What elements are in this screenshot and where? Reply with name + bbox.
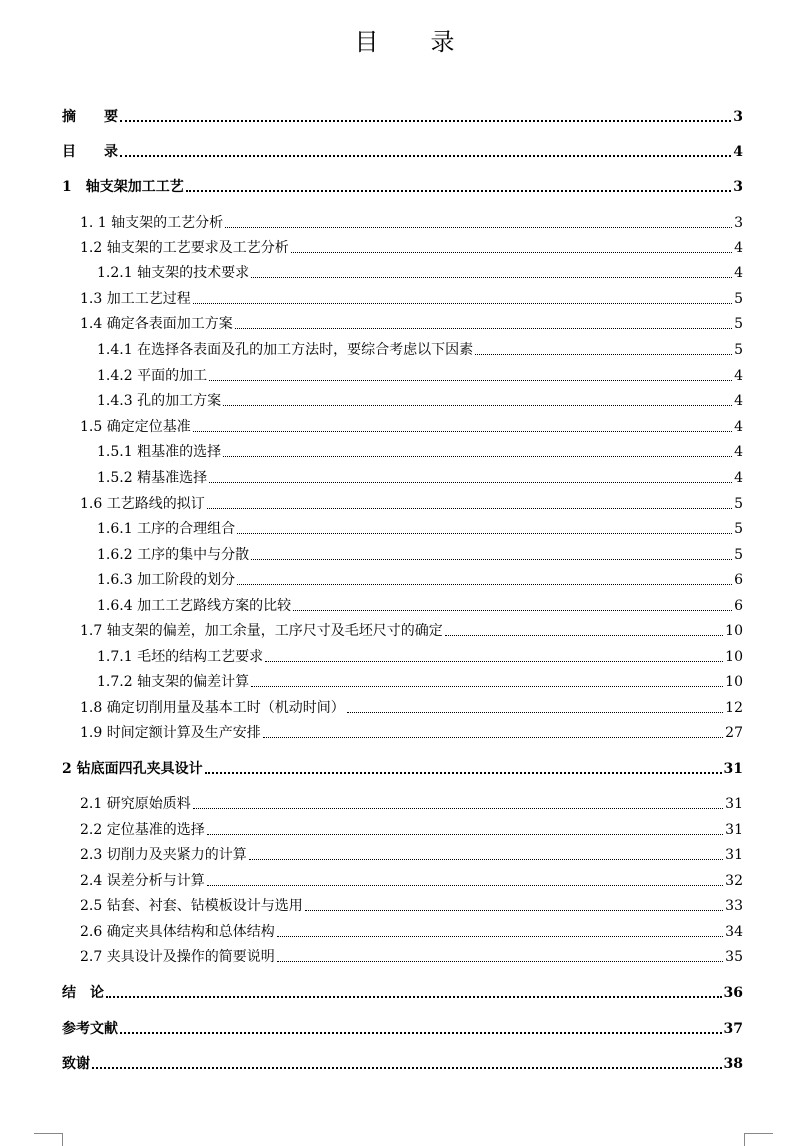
dot-leader [193,302,732,304]
toc-entry-page-number: 4 [734,393,743,409]
toc-entry[interactable] [97,365,743,387]
toc-entry[interactable] [80,313,743,335]
toc-entry[interactable] [80,288,743,310]
toc-entry-label: 摘 要 [62,109,118,125]
page-corner-mark-left [34,1133,63,1146]
toc-entry-page-number: 5 [734,547,743,563]
toc-entry-label: 1.6.4 加工工艺路线方案的比较 [97,598,292,614]
toc-entry-page-number: 5 [734,316,743,332]
toc-entry-page-number: 3 [733,109,743,125]
toc-entry[interactable] [80,212,743,234]
toc-entry[interactable] [62,176,743,198]
toc-entry-page-number: 36 [723,985,743,1001]
dot-leader [120,1031,722,1034]
toc-entry[interactable] [97,441,743,463]
toc-entry-page-number: 4 [734,470,743,486]
dot-leader [445,634,723,636]
dot-leader [235,327,732,329]
toc-entry-label: 1.6.1 工序的合理组合 [97,521,236,537]
toc-entry[interactable] [80,416,743,438]
toc-entry[interactable] [80,722,743,744]
dot-leader [305,909,723,911]
toc-entry-label: 1.6.3 加工阶段的划分 [97,572,236,588]
toc-entry[interactable] [80,921,743,943]
dot-leader [223,404,732,406]
toc-entry[interactable] [97,569,743,591]
toc-entry-label: 2.3 切削力及夹紧力的计算 [80,847,247,863]
toc-entry-label: 1.6.2 工序的集中与分散 [97,547,250,563]
toc-entry-label: 结 论 [62,985,104,1001]
dot-leader [207,507,732,509]
toc-entry-page-number: 4 [733,144,743,160]
toc-entry[interactable] [80,493,743,515]
toc-entry-page-number: 10 [725,623,743,639]
dot-leader [475,353,732,355]
dot-leader [186,189,732,192]
toc-entry-page-number: 5 [734,521,743,537]
toc-entry-page-number: 31 [723,761,743,777]
toc-entry[interactable] [62,1053,743,1075]
dot-leader [251,685,723,687]
toc-entry-label: 1.4 确定各表面加工方案 [80,316,233,332]
toc-entry-label: 2.5 钻套、衬套、钻模板设计与选用 [80,898,303,914]
toc-entry-label: 1.7 轴支架的偏差，加工余量，工序尺寸及毛坯尺寸的确定 [80,623,443,639]
toc-entry-page-number: 3 [733,179,743,195]
toc-entry-page-number: 10 [725,674,743,690]
toc-entry-label: 2.6 确定夹具体结构和总体结构 [80,924,275,940]
dot-leader [291,251,732,253]
dot-leader [263,736,723,738]
toc-entry[interactable] [97,671,743,693]
toc-entry-label: 1.7.2 轴支架的偏差计算 [97,674,250,690]
toc-entry-label: 1.2 轴支架的工艺要求及工艺分析 [80,240,289,256]
dot-leader [347,711,723,713]
dot-leader [237,532,732,534]
toc-entry[interactable] [97,467,743,489]
toc-entry[interactable] [97,518,743,540]
toc-entry-page-number: 33 [725,898,743,914]
dot-leader [120,154,731,157]
toc-entry-label: 1.5 确定定位基准 [80,419,191,435]
dot-leader [106,995,722,998]
toc-entry[interactable] [62,758,743,780]
toc-entry-label: 参考文献 [62,1021,118,1037]
dot-leader [293,609,732,611]
toc-entry-label: 1.9 时间定额计算及生产安排 [80,725,261,741]
toc-entry-page-number: 5 [734,342,743,358]
toc-entry[interactable] [80,620,743,642]
toc-entry-page-number: 4 [734,368,743,384]
toc-entry[interactable] [62,141,743,163]
toc-entry[interactable] [97,262,743,284]
toc-entry-page-number: 27 [725,725,743,741]
title-char-1: 目 [354,28,379,56]
toc-entry-label: 1.2.1 轴支架的技术要求 [97,265,250,281]
title-char-2: 录 [430,28,455,56]
toc-entry-page-number: 10 [725,649,743,665]
dot-leader [193,807,723,809]
dot-leader [225,226,732,228]
toc-entry-label: 1.6 工艺路线的拟订 [80,496,205,512]
toc-entry-label: 2.1 研究原始质料 [80,796,191,812]
toc-entry[interactable] [62,1018,743,1040]
dot-leader [277,960,723,962]
toc-entry-label: 1.4.1 在选择各表面及孔的加工方法时，要综合考虑以下因素 [97,342,474,358]
toc-entry[interactable] [80,895,743,917]
toc-entry-page-number: 4 [734,240,743,256]
dot-leader [193,430,732,432]
toc-entry[interactable] [80,819,743,841]
dot-leader [120,119,731,122]
toc-entry-page-number: 35 [725,949,743,965]
toc-entry-label: 2.7 夹具设计及操作的简要说明 [80,949,275,965]
dot-leader [223,455,732,457]
toc-entry-label: 1.4.3 孔的加工方案 [97,393,222,409]
toc-entry-label: 2.4 误差分析与计算 [80,873,205,889]
toc-entry-page-number: 6 [734,598,743,614]
toc-entry[interactable] [97,390,743,412]
toc-entry-label: 目 录 [62,144,118,160]
toc-entry-page-number: 31 [725,796,743,812]
dot-leader [92,1066,722,1069]
toc-entry-label: 2.2 定位基准的选择 [80,822,205,838]
toc-entry[interactable] [80,870,743,892]
toc-entry-label: 1.7.1 毛坯的结构工艺要求 [97,649,264,665]
toc-entry-page-number: 31 [725,822,743,838]
toc-entry-label: 1.4.2 平面的加工 [97,368,208,384]
dot-leader [251,558,732,560]
toc-entry-page-number: 6 [734,572,743,588]
dot-leader [277,935,723,937]
page-title [0,26,809,58]
toc-entry-label: 1 轴支架加工工艺 [62,179,184,195]
toc-entry[interactable] [97,339,743,361]
toc-entry-page-number: 31 [725,847,743,863]
toc-entry-label: 1.3 加工工艺过程 [80,291,191,307]
toc-entry-page-number: 3 [734,215,743,231]
toc-entry[interactable] [97,595,743,617]
toc-entry[interactable] [80,237,743,259]
dot-leader [207,833,723,835]
toc-entry[interactable] [97,646,743,668]
toc-entry-page-number: 5 [734,291,743,307]
toc-entry-label: 1. 1 轴支架的工艺分析 [80,215,224,231]
toc-entry-page-number: 4 [734,419,743,435]
dot-leader [265,660,723,662]
toc-entry-page-number: 5 [734,496,743,512]
dot-leader [207,884,723,886]
page-corner-mark-right [744,1133,773,1146]
dot-leader [205,771,722,774]
toc-entry-label: 致谢 [62,1056,90,1072]
dot-leader [209,379,732,381]
toc-entry-page-number: 12 [725,700,743,716]
toc-entry-label: 1.8 确定切削用量及基本工时（机动时间） [80,700,345,716]
dot-leader [237,583,732,585]
toc-entry-page-number: 34 [725,924,743,940]
toc-entry-page-number: 32 [725,873,743,889]
toc-entry-page-number: 4 [734,265,743,281]
dot-leader [251,276,732,278]
toc-entry-label: 1.5.2 精基准选择 [97,470,208,486]
toc-entry[interactable] [80,946,743,968]
toc-entry-page-number: 38 [723,1056,743,1072]
toc-entry-page-number: 4 [734,444,743,460]
toc-entry[interactable] [62,982,743,1004]
toc-entry[interactable] [97,544,743,566]
toc-entry[interactable] [80,793,743,815]
toc-entry[interactable] [80,697,743,719]
toc-entry-page-number: 37 [723,1021,743,1037]
dot-leader [249,858,723,860]
toc-entry[interactable] [80,844,743,866]
toc-entry-label: 1.5.1 粗基准的选择 [97,444,222,460]
dot-leader [209,481,732,483]
toc-entry[interactable] [62,106,743,128]
toc-entry-label: 2 钻底面四孔夹具设计 [62,761,203,777]
